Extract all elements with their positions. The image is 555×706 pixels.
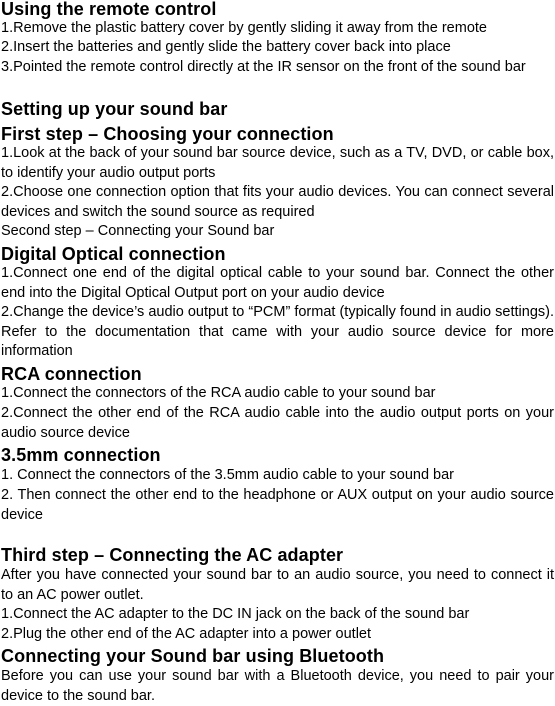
heading-setting-up: Setting up your sound bar bbox=[1, 99, 228, 119]
paragraph-remote-step-2: 2.Insert the batteries and gently slide the battery cover back into place bbox=[1, 39, 451, 55]
paragraph-third-step-2: 2.Plug the other end of the AC adapter into a power outlet bbox=[1, 626, 372, 642]
paragraph-remote-step-3: 3.Pointed the remote control directly at the IR sensor on the front of the sound bar bbox=[1, 59, 526, 75]
paragraph-second-step: Second step – Connecting your Sound bar bbox=[1, 223, 275, 239]
heading-bluetooth: Connecting your Sound bar using Bluetooth bbox=[1, 646, 385, 666]
paragraph-third-step-intro: After you have connected your sound bar to an audio source, you need to connect it to an AC power outlet. bbox=[1, 567, 554, 603]
paragraph-third-step-1: 1.Connect the AC adapter to the DC IN jack on the back of the sound bar bbox=[1, 606, 470, 622]
paragraph-3-5mm-1: 1. Connect the connectors of the 3.5mm audio cable to your sound bar bbox=[1, 467, 454, 483]
heading-3-5mm: 3.5mm connection bbox=[1, 445, 161, 465]
paragraph-first-step-1: 1.Look at the back of your sound bar source device, such as a TV, DVD, or cable box, to identify your audio output ports bbox=[1, 145, 554, 181]
heading-third-step: Third step – Connecting the AC adapter bbox=[1, 545, 344, 565]
paragraph-rca-1: 1.Connect the connectors of the RCA audio cable to your sound bar bbox=[1, 385, 436, 401]
paragraph-remote-step-1: 1.Remove the plastic battery cover by gently sliding it away from the remote bbox=[1, 20, 487, 36]
heading-digital-optical: Digital Optical connection bbox=[1, 244, 226, 264]
heading-rca: RCA connection bbox=[1, 364, 142, 384]
paragraph-3-5mm-2: 2. Then connect the other end to the headphone or AUX output on your audio source device bbox=[1, 487, 554, 523]
paragraph-optical-1: 1.Connect one end of the digital optical cable to your sound bar. Connect the other end into the Digital Optical Output port on your audio device bbox=[1, 265, 554, 301]
heading-first-step: First step – Choosing your connection bbox=[1, 124, 334, 144]
heading-using-remote: Using the remote control bbox=[1, 0, 217, 19]
paragraph-bluetooth-1: Before you can use your sound bar with a Bluetooth device, you need to pair your device to the sound bar. bbox=[1, 668, 554, 704]
paragraph-first-step-2: 2.Choose one connection option that fits your audio devices. You can connect several devices and switch the sound source as required bbox=[1, 184, 554, 220]
paragraph-rca-2: 2.Connect the other end of the RCA audio cable into the audio output ports on your audio source device bbox=[1, 405, 554, 441]
paragraph-optical-2: 2.Change the device’s audio output to “PCM” format (typically found in audio settings). Refer to the documentation that came with your audio source device for more information bbox=[1, 304, 554, 359]
